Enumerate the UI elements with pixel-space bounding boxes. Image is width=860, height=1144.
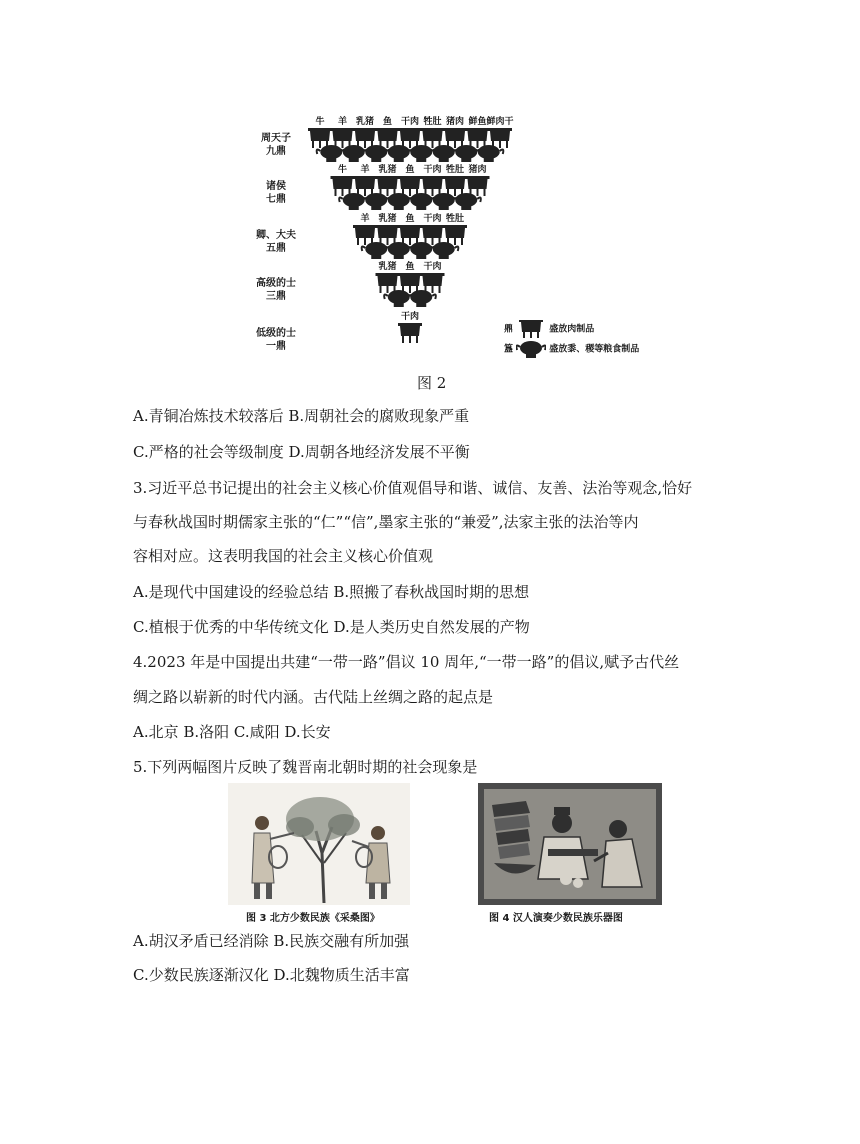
food-label: 猪肉	[468, 165, 487, 175]
food-label: 鲜鱼	[468, 117, 487, 127]
q5-options-ab: A.胡汉矛盾已经消除 B.民族交融有所加强	[133, 932, 410, 950]
figure3-caption: 图 3 北方少数民族《采桑图》	[246, 913, 380, 924]
food-label: 牲肚	[423, 117, 442, 127]
rank-title: 周天子	[261, 133, 291, 144]
food-label: 干肉	[423, 214, 442, 224]
food-label: 干肉	[400, 312, 420, 322]
ding-vessel-icon	[398, 176, 422, 196]
food-label: 鱼	[405, 214, 415, 224]
gui-vessel-icon	[407, 145, 436, 162]
ding-vessel-icon	[421, 225, 445, 245]
gui-vessel-icon	[362, 242, 391, 259]
gui-vessel-icon	[339, 193, 368, 210]
food-label: 鲜肉干	[486, 117, 514, 127]
ding-vessel-icon	[353, 128, 377, 148]
ding-vessel-icon	[376, 128, 400, 148]
q2-options-ab: A.青铜冶炼技术较落后 B.周朝社会的腐败现象严重	[133, 407, 470, 425]
food-label: 牛	[315, 117, 325, 127]
rank-ding-count: 五鼎	[266, 243, 286, 254]
food-label: 乳猪	[378, 214, 397, 224]
gui-vessel-icon	[407, 290, 436, 307]
ding-vessel-icon	[488, 128, 512, 148]
gui-icon	[516, 340, 546, 358]
legend-gui	[504, 340, 639, 358]
rank-label	[246, 229, 306, 255]
rank-title: 高级的士	[256, 278, 296, 289]
q5-stem: 5.下列两幅图片反映了魏晋南北朝时期的社会现象是	[133, 758, 478, 776]
food-label: 鱼	[405, 165, 415, 175]
gui-vessel-icon	[384, 193, 413, 210]
legend-ding-label: 鼎	[504, 324, 514, 335]
q3-stem-line-1: 3.习近平总书记提出的社会主义核心价值观倡导和谐、诚信、友善、法治等观念,恰好	[133, 479, 693, 497]
food-label: 干肉	[423, 165, 442, 175]
gui-vessel-icon	[407, 242, 436, 259]
figure3-mulberry-painting	[228, 783, 410, 905]
rank-label	[246, 327, 306, 353]
gui-vessel-icon	[384, 242, 413, 259]
legend-ding-desc: 盛放肉制品	[549, 324, 595, 335]
ding-vessel-icon	[331, 176, 355, 196]
gui-vessel-icon	[474, 145, 503, 162]
gui-vessel-icon	[339, 145, 368, 162]
ding-vessel-icon	[443, 128, 467, 148]
rank-ding-count: 七鼎	[266, 194, 286, 205]
rank-label	[246, 180, 306, 206]
rank-title: 卿、大夫	[256, 230, 296, 241]
q2-options-cd: C.严格的社会等级制度 D.周朝各地经济发展不平衡	[133, 443, 470, 461]
ding-pyramid-graphic	[0, 0, 860, 370]
rank-label	[246, 277, 306, 303]
gui-vessel-icon	[384, 145, 413, 162]
ding-icon	[516, 320, 546, 338]
rank-ding-count: 九鼎	[266, 146, 286, 157]
gui-vessel-icon	[362, 193, 391, 210]
gui-vessel-icon	[429, 193, 458, 210]
ding-vessel-icon	[376, 176, 400, 196]
q4-stem-line-1: 4.2023 年是中国提出共建“一带一路”倡议 10 周年,“一带一路”的倡议,赋予古代丝	[133, 653, 680, 671]
ding-vessel-icon	[376, 273, 400, 293]
food-label: 牲肚	[445, 214, 465, 224]
food-label: 羊	[360, 165, 370, 175]
food-label: 乳猪	[378, 262, 397, 272]
music-performance-illustration	[478, 783, 662, 905]
ding-vessel-icon	[353, 225, 377, 245]
food-label: 干肉	[423, 262, 442, 272]
gui-vessel-icon	[384, 290, 413, 307]
rank-label	[246, 132, 306, 158]
ding-vessel-icon	[421, 273, 445, 293]
q4-stem-line-2: 绸之路以崭新的时代内涵。古代陆上丝绸之路的起点是	[133, 688, 494, 706]
q3-stem-line-2: 与春秋战国时期儒家主张的“仁”“信”,墨家主张的“兼爱”,法家主张的法治等内	[133, 513, 639, 531]
ding-vessel-icon	[466, 128, 490, 148]
rank-ding-count: 一鼎	[266, 341, 286, 352]
ding-vessel-icon	[466, 176, 490, 196]
food-label: 乳猪	[355, 117, 375, 127]
figure4-music-painting	[478, 783, 662, 905]
mulberry-picking-illustration	[228, 783, 410, 905]
food-label: 羊	[337, 117, 348, 127]
food-label: 乳猪	[378, 165, 397, 175]
gui-vessel-icon	[452, 193, 481, 210]
q3-options-cd: C.植根于优秀的中华传统文化 D.是人类历史自然发展的产物	[133, 618, 530, 636]
food-label: 牛	[337, 165, 348, 175]
ding-vessel-icon	[443, 176, 467, 196]
ding-vessel-icon	[308, 128, 332, 148]
legend-ding	[504, 320, 594, 338]
q3-options-ab: A.是现代中国建设的经验总结 B.照搬了春秋战国时期的思想	[133, 583, 530, 601]
ding-vessel-icon	[398, 225, 422, 245]
ding-vessel-icon	[376, 225, 400, 245]
ding-vessel-icon	[331, 128, 355, 148]
food-label: 牲肚	[445, 165, 465, 175]
legend-gui-desc: 盛放黍、稷等粮食制品	[549, 344, 640, 355]
ding-vessel-icon	[443, 225, 467, 245]
q5-options-cd: C.少数民族逐渐汉化 D.北魏物质生活丰富	[133, 966, 410, 984]
rank-title: 低级的士	[256, 328, 296, 339]
food-label: 羊	[360, 214, 370, 224]
gui-vessel-icon	[317, 145, 346, 162]
legend-gui-label: 簋	[504, 344, 514, 355]
ding-vessel-icon	[398, 128, 422, 148]
q4-options: A.北京 B.洛阳 C.咸阳 D.长安	[133, 723, 331, 741]
gui-vessel-icon	[429, 242, 458, 259]
rank-title: 诸侯	[266, 181, 286, 192]
gui-vessel-icon	[429, 145, 458, 162]
ding-vessel-icon	[398, 273, 422, 293]
ding-vessel-icon	[421, 128, 445, 148]
figure4-caption: 图 4 汉人演奏少数民族乐器图	[489, 913, 623, 924]
gui-vessel-icon	[362, 145, 391, 162]
ding-vessel-icon	[398, 323, 422, 343]
gui-vessel-icon	[452, 145, 481, 162]
gui-vessel-icon	[407, 193, 436, 210]
ding-vessel-icon	[421, 176, 445, 196]
rank-ding-count: 三鼎	[266, 291, 286, 302]
q3-stem-line-3: 容相对应。这表明我国的社会主义核心价值观	[133, 547, 434, 565]
food-label: 猪肉	[445, 117, 465, 127]
food-label: 鱼	[405, 262, 415, 272]
food-label: 干肉	[400, 117, 420, 127]
ding-vessel-icon	[353, 176, 377, 196]
food-label: 鱼	[382, 117, 393, 127]
figure2-caption: 图 2	[417, 374, 447, 392]
ding-hierarchy-figure	[0, 0, 860, 370]
